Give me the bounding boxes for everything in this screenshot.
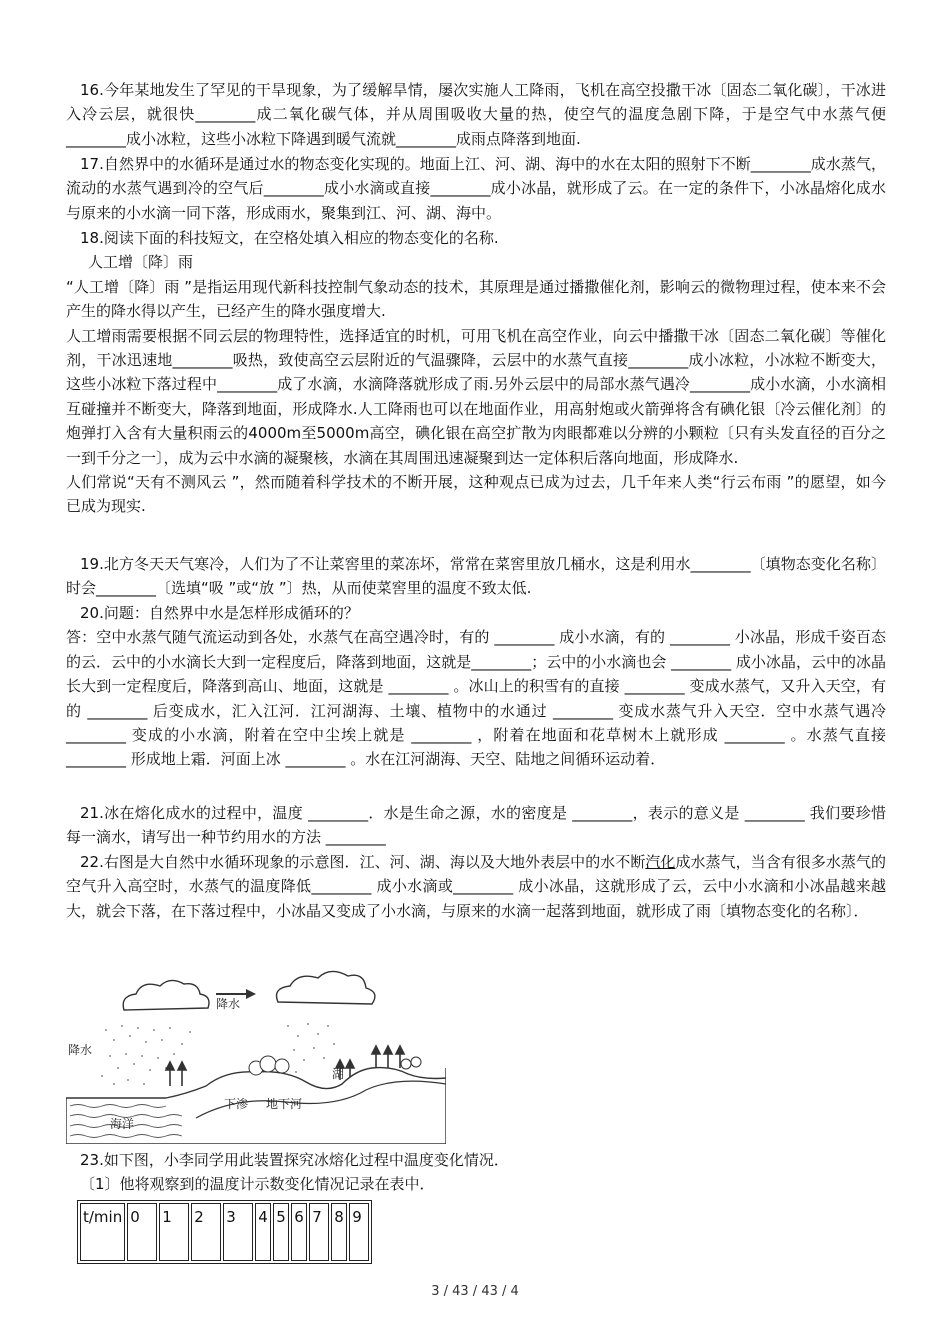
question-21: 21.冰在熔化成水的过程中，温度 ________．水是生命之源，水的密度是 ________，表示的意义是 ________ 我们要珍惜每一滴水，请写出一种节约用水的方法 ________ [66, 804, 886, 847]
table-cell: 2 [191, 1203, 221, 1261]
q18-intro: 18.阅读下面的科技短文，在空格处填入相应的物态变化的名称. [80, 229, 499, 247]
page-footer: 3 / 43 / 43 / 4 [431, 1284, 519, 1299]
q18-paragraph-3: 人们常说“天有不测风云 ”，然而随着科学技术的不断开展，这种观点已成为过去，几千年来人类“行云布雨 ”的愿望，如今已成为现实. [66, 473, 886, 516]
table-cell: 4 [255, 1203, 271, 1261]
question-23 [66, 1148, 886, 1197]
label-seep: 下渗 [224, 1097, 249, 1111]
q23-intro: 23.如下图，小李同学用此装置探究冰熔化过程中温度变化情况． [80, 1151, 509, 1169]
label-underground: 地下河 [266, 1097, 303, 1111]
question-19: 19.北方冬天天气寒冷，人们为了不让菜窖里的菜冻坏，常常在菜窖里放几桶水，这是利用水________〔填物态变化名称〕时会________〔选填“吸 ”或“放 ”〕热，从而使菜窖里的温度不致太低. [66, 555, 886, 598]
label-ocean: 海洋 [110, 1117, 135, 1131]
question-18 [66, 226, 886, 519]
table-row [80, 1203, 369, 1261]
question-17: 17.自然界中的水循环是通过水的物态变化实现的。地面上江、河、湖、海中的水在太阳的照射下不断________成水蒸气，流动的水蒸气遇到冷的空气后________成小水滴或直接________成小冰晶，就形成了云。在一定的条件下，小冰晶熔化成水与原来的小水滴一同下落，形成雨水，聚集到江、河、湖、海中。 [66, 155, 886, 222]
q18-paragraph-1: “人工增〔降〕雨 ”是指运用现代新科技控制气象动态的技术，其原理是通过播撒催化剂，影响云的微物理过程，使本来不会产生的降水得以产生，已经产生的降水强度增大. [66, 277, 886, 321]
q18-title: 人工增〔降〕雨 [88, 253, 194, 272]
q23-sub1: 〔1〕他将观察到的温度计示数变化情况记录在表中． [80, 1175, 435, 1194]
question-16: 16.今年某地发生了罕见的干旱现象，为了缓解旱情，屡次实施人工降雨，飞机在高空投撒干冰〔固态二氧化碳〕，干冰进入冷云层，就很快________成二氧化碳气体，并从周围吸收大量的热，使空气的温度急剧下降，于是空气中水蒸气便________成小冰粒，这些小冰粒下降遇到暖气流就________成雨点降落到地面. [66, 81, 886, 148]
water-cycle-figure [66, 968, 446, 1144]
table-cell: 1 [159, 1203, 189, 1261]
question-20 [66, 601, 886, 772]
label-lake: 湖 [332, 1067, 345, 1081]
table-cell: 5 [273, 1203, 289, 1261]
label-rain-left: 降水 [68, 1043, 93, 1057]
table-cell: 9 [349, 1203, 369, 1261]
table-cell: 0 [127, 1203, 157, 1261]
cloud-right [277, 971, 375, 1004]
rain-right [283, 1023, 335, 1073]
rain-left [101, 1025, 191, 1085]
q20-answer: 答：空中水蒸气随气流运动到各处，水蒸气在高空遇冷时，有的 ________ 成小水滴，有的 ________ 小冰晶，形成千姿百态的云．云中的小水滴长大到一定程度后，降落到地面，这就是________；云中的小水滴也会 ________ 成小冰晶，云中的冰晶长大到一定程度后，降落到高山、地面，这就是 ________ 。冰山上的积雪有的直接 ________ 变成水蒸气，又升入天空，有的 ________ 后变成水，汇入江河．江河湖海、土壤、植物中的水通过 ________ 变成水蒸气升入天空．空中水蒸气遇冷 ________ 变成的小水滴，附着在空中尘埃上就是 ________ ，附着在地面和花草树木上就形成 ________ 。水蒸气直接 ________ 形成地上霜．河面上冰 ________ 。水在江河湖海、天空、陆地之间循环运动着． [66, 628, 886, 769]
table-cell: 6 [291, 1203, 307, 1261]
table-cell: 3 [223, 1203, 253, 1261]
table-cell: 8 [331, 1203, 347, 1261]
q18-paragraph-2: 人工增雨需要根据不同云层的物理特性，选择适宜的时机，可用飞机在高空作业，向云中播撒干冰〔固态二氧化碳〕等催化剂，干冰迅速地________吸热，致使高空云层附近的气温骤降，云层中的水蒸气直接________成小冰粒，小冰粒不断变大，这些小冰粒下落过程中________成了水滴，水滴降落就形成了雨.另外云层中的局部水蒸气遇冷________成小水滴，小水滴相互碰撞并不断变大，降落到地面，形成降水.人工降雨也可以在地面作业，用高射炮或火箭弹将含有碘化银〔冷云催化剂〕的炮弹打入含有大量积雨云的4000m至5000m高空，碘化银在高空扩散为肉眼都难以分辨的小颗粒〔只有头发直径的百分之一到千分之一〕，成为云中水滴的凝聚核，水滴在其周围迅速凝聚到达一定体积后落向地面，形成降水. [66, 326, 886, 467]
label-rain-top: 降水 [216, 997, 241, 1011]
q20-intro: 20.问题：自然界中水是怎样形成循环的？ [80, 604, 359, 622]
temperature-table [77, 1200, 372, 1264]
q22-filled-answer: 汽化 [645, 853, 676, 871]
table-cell: 7 [309, 1203, 329, 1261]
question-22: 22.右图是大自然中水循环现象的示意图．江、河、湖、海以及大地外表层中的水不断汽化成水蒸气，当含有很多水蒸气的空气升入高空时，水蒸气的温度降低________ 成小水滴或________ 成小冰晶，这就形成了云，云中小水滴和小冰晶越来越大，就会下落，在下落过程中，小冰晶又变成了小水滴，与原来的水滴一起落到地面，就形成了雨〔填物态变化的名称〕． [66, 853, 886, 920]
table-header-cell: t/min [80, 1203, 125, 1261]
cloud-left [123, 980, 209, 1010]
land-profile [66, 1068, 446, 1144]
